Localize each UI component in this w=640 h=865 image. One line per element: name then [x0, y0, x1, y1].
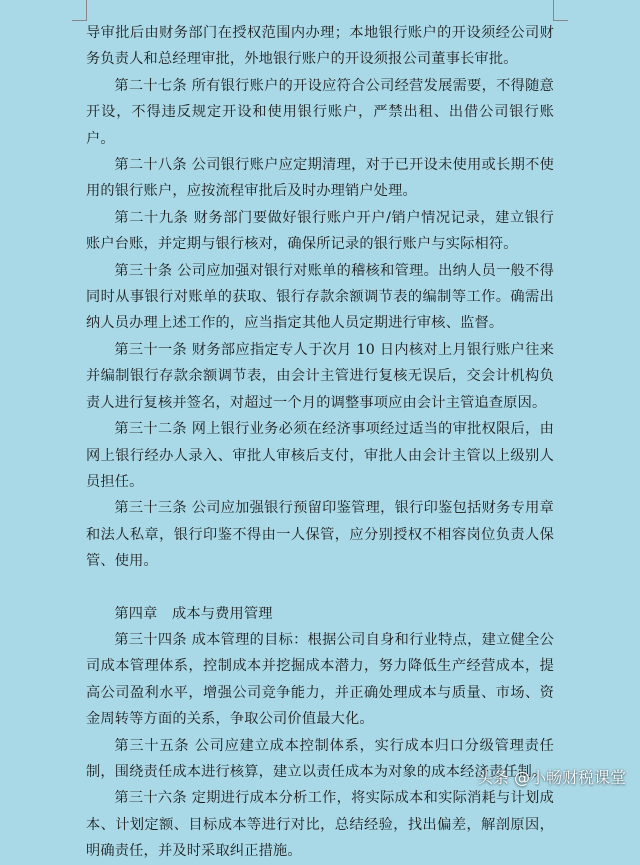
chapter-heading: 第四章 成本与费用管理: [114, 605, 273, 622]
margin-corner-mark-right: [553, 0, 568, 21]
article-29: 第二十九条 财务部门要做好银行账户开户/销户情况记录，建立银行账户台账，并定期与银行核对，确保所记录的银行账户与实际相符。: [86, 209, 554, 253]
article-27: 第二十七条 所有银行账户的开设应符合公司经营发展需要，不得随意开设，不得违反规定开设和使用银行账户，严禁出租、出借公司银行账户。: [86, 77, 554, 147]
article-32: 第三十二条 网上银行业务必须在经济事项经过适当的审批权限后，由网上银行经办人录入、审批人审核后支付，审批人由会计主管以上级别人员担任。: [86, 421, 554, 490]
article-35: 第三十五条 公司应建立成本控制体系，实行成本归口分级管理责任制，围绕责任成本进行核算，建立以责任成本为对象的成本经济责任制。: [86, 737, 554, 780]
article-36: 第三十六条 定期进行成本分析工作，将实际成本和实际消耗与计划成本、计划定额、目标成本等进行对比，总结经验，找出偏差，解剖原因，明确责任，并及时采取纠正措施。: [86, 790, 554, 860]
margin-corner-mark-left: [72, 0, 87, 21]
document-body: [86, 20, 554, 865]
article-30: 第三十条 公司应加强对银行对账单的稽核和管理。出纳人员一般不得同时从事银行对账单的获取、银行存款余额调节表的编制等工作。确需出纳人员办理上述工作的，应当指定其他人员定期进行审核、监督。: [86, 262, 554, 332]
blank-line: [86, 575, 554, 601]
article-33: 第三十三条 公司应加强银行预留印鉴管理，银行印鉴包括财务专用章和法人私章，银行印鉴不得由一人保管，应分别授权不相容岗位负责人保管、使用。: [86, 500, 554, 570]
article-31: 第三十一条 财务部应指定专人于次月 10 日内核对上月银行账户往来并编制银行存款余额调节表，由会计主管进行复核无误后，交会计机构负责人进行复核并签名，对超过一个月的调整事项应由会计主管追查原因。: [86, 341, 554, 411]
watermark-text: 头条 @小畅财税课堂: [476, 768, 626, 787]
article-34: 第三十四条 成本管理的目标：根据公司自身和行业特点，建立健全公司成本管理体系，控制成本并挖掘成本潜力，努力降低生产经营成本，提高公司盈利水平，增强公司竞争能力，并正确处理成本与质量、市场、资金周转等方面的关系，争取公司价值最大化。: [86, 631, 554, 728]
paragraph-continuation: 导审批后由财务部门在授权范围内办理；本地银行账户的开设须经公司财务负责人和总经理审批，外地银行账户的开设须报公司董事长审批。: [86, 25, 554, 68]
article-28: 第二十八条 公司银行账户应定期清理，对于已开设未使用或长期不使用的银行账户，应按流程审批后及时办理销户处理。: [86, 157, 554, 200]
